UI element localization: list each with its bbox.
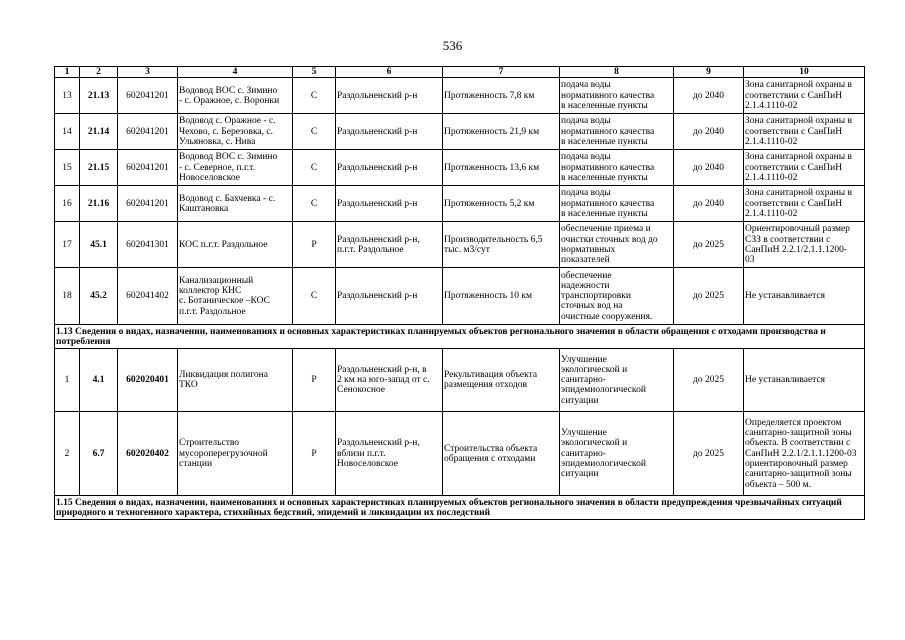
header-cell: 6 (336, 67, 443, 78)
purpose-cell: подача воды нормативного качества в населенные пункты (560, 78, 674, 114)
param-cell: Протяженность 5,2 км (443, 186, 560, 222)
param-cell: Рекультивация объекта размещения отходов (443, 349, 560, 412)
param-cell: Протяженность 7,8 км (443, 78, 560, 114)
status-cell: С (293, 78, 336, 114)
id-cell: 602020401 (118, 349, 178, 412)
id-cell: 602020402 (118, 412, 178, 496)
status-cell: Р (293, 412, 336, 496)
term-cell: до 2040 (674, 78, 744, 114)
table-row (55, 150, 865, 186)
param-cell: Протяженность 10 км (443, 268, 560, 325)
id-cell: 602041201 (118, 114, 178, 150)
page-number: 536 (442, 38, 463, 53)
table-row (55, 222, 865, 268)
header-cell: 2 (80, 67, 118, 78)
name-cell: Канализационный коллектор КНС с. Ботаническое –КОС п.г.т. Раздольное (178, 268, 293, 325)
table-row (55, 412, 865, 496)
param-cell: Строительства объекта обращения с отходами (443, 412, 560, 496)
row-number: 17 (55, 222, 80, 268)
header-cell: 1 (55, 67, 80, 78)
location-cell: Раздольненский р-н (336, 186, 443, 222)
table-row (55, 349, 865, 412)
purpose-cell: Улучшение экологической и санитарно- эпидемиологической ситуации (560, 412, 674, 496)
header-row (55, 67, 865, 78)
header-cell: 3 (118, 67, 178, 78)
purpose-cell: подача воды нормативного качества в населенные пункты (560, 114, 674, 150)
purpose-cell: обеспечение приема и очистки сточных вод до нормативных показателей (560, 222, 674, 268)
row-number: 16 (55, 186, 80, 222)
code-cell: 45.2 (80, 268, 118, 325)
zone-cell: Не устанавливается (744, 268, 865, 325)
section-heading: 1.13 Сведения о видах, назначении, наименованиях и основных характеристиках планируемых объектов регионального значения в области обращения с отходами производства и потребления (55, 325, 865, 349)
purpose-cell: обеспечение надежности транспортировки сточных вод на очистные сооружения. (560, 268, 674, 325)
row-number: 2 (55, 412, 80, 496)
code-cell: 6.7 (80, 412, 118, 496)
status-cell: С (293, 186, 336, 222)
zone-cell: Ориентировочный размер СЗЗ в соответствии с СанПиН 2.2.1/2.1.1.1200- 03 (744, 222, 865, 268)
id-cell: 602041201 (118, 150, 178, 186)
zone-cell: Определяется проектом санитарно-защитной зоны объекта. В соответствии с СанПиН 2.2.1/2.1.1.1200-03 ориентировочный размер санитарно-защитной зоны объекта – 500 м. (744, 412, 865, 496)
row-number: 14 (55, 114, 80, 150)
id-cell: 602041301 (118, 222, 178, 268)
location-cell: Раздольненский р-н (336, 150, 443, 186)
code-cell: 21.15 (80, 150, 118, 186)
zone-cell: Зона санитарной охраны в соответствии с СанПиН 2.1.4.1110-02 (744, 78, 865, 114)
zone-cell: Не устанавливается (744, 349, 865, 412)
param-cell: Производительность 6,5 тыс. м3/сут (443, 222, 560, 268)
header-cell: 10 (744, 67, 865, 78)
header-cell: 7 (443, 67, 560, 78)
row-number: 15 (55, 150, 80, 186)
term-cell: до 2025 (674, 268, 744, 325)
term-cell: до 2040 (674, 150, 744, 186)
location-cell: Раздольненский р-н (336, 268, 443, 325)
id-cell: 602041201 (118, 78, 178, 114)
name-cell: Ликвидация полигона ТКО (178, 349, 293, 412)
table-body (55, 67, 865, 520)
status-cell: Р (293, 222, 336, 268)
header-cell: 4 (178, 67, 293, 78)
section-heading: 1.15 Сведения о видах, назначении, наименованиях и основных характеристиках планируемых объектов регионального значения в области предупреждения чрезвычайных ситуаций природного и техногенного характера, стихийных бедствий, эпидемий и ликвидации их последствий (55, 496, 865, 520)
row-number: 18 (55, 268, 80, 325)
name-cell: Водовод ВОС с. Зимино - с. Оражное, с. Воронки (178, 78, 293, 114)
term-cell: до 2040 (674, 186, 744, 222)
header-cell: 5 (293, 67, 336, 78)
name-cell: КОС п.г.т. Раздольное (178, 222, 293, 268)
code-cell: 4.1 (80, 349, 118, 412)
term-cell: до 2025 (674, 412, 744, 496)
param-cell: Протяженность 13,6 км (443, 150, 560, 186)
zone-cell: Зона санитарной охраны в соответствии с СанПиН 2.1.4.1110-02 (744, 150, 865, 186)
header-cell: 8 (560, 67, 674, 78)
purpose-cell: подача воды нормативного качества в населенные пункты (560, 150, 674, 186)
code-cell: 21.14 (80, 114, 118, 150)
section-heading-row (55, 496, 865, 520)
header-cell: 9 (674, 67, 744, 78)
purpose-cell: подача воды нормативного качества в населенные пункты (560, 186, 674, 222)
location-cell: Раздольненский р-н, в 2 км на юго-запад от с. Сенокосное (336, 349, 443, 412)
row-number: 1 (55, 349, 80, 412)
section-heading-row (55, 325, 865, 349)
name-cell: Водовод с. Оражное - с. Чехово, с. Березовка, с. Ульяновка, с. Нива (178, 114, 293, 150)
zone-cell: Зона санитарной охраны в соответствии с СанПиН 2.1.4.1110-02 (744, 186, 865, 222)
term-cell: до 2025 (674, 349, 744, 412)
param-cell: Протяженность 21,9 км (443, 114, 560, 150)
table-row (55, 78, 865, 114)
location-cell: Раздольненский р-н, вблизи п.г.т. Новоселовское (336, 412, 443, 496)
objects-table (54, 66, 865, 520)
status-cell: С (293, 150, 336, 186)
table-row (55, 268, 865, 325)
zone-cell: Зона санитарной охраны в соответствии с СанПиН 2.1.4.1110-02 (744, 114, 865, 150)
table-row (55, 186, 865, 222)
status-cell: С (293, 114, 336, 150)
code-cell: 21.13 (80, 78, 118, 114)
code-cell: 21.16 (80, 186, 118, 222)
name-cell: Водовод ВОС с. Зимино - с. Северное, п.г.т. Новоселовское (178, 150, 293, 186)
id-cell: 602041402 (118, 268, 178, 325)
location-cell: Раздольненский р-н (336, 114, 443, 150)
id-cell: 602041201 (118, 186, 178, 222)
code-cell: 45.1 (80, 222, 118, 268)
row-number: 13 (55, 78, 80, 114)
status-cell: Р (293, 349, 336, 412)
location-cell: Раздольненский р-н, п.г.т. Раздольное (336, 222, 443, 268)
name-cell: Водовод с. Бахчевка - с. Каштановка (178, 186, 293, 222)
term-cell: до 2040 (674, 114, 744, 150)
purpose-cell: Улучшение экологической и санитарно- эпидемиологической ситуации (560, 349, 674, 412)
location-cell: Раздольненский р-н (336, 78, 443, 114)
table-row (55, 114, 865, 150)
term-cell: до 2025 (674, 222, 744, 268)
name-cell: Строительство мусороперегрузочной станции (178, 412, 293, 496)
status-cell: С (293, 268, 336, 325)
